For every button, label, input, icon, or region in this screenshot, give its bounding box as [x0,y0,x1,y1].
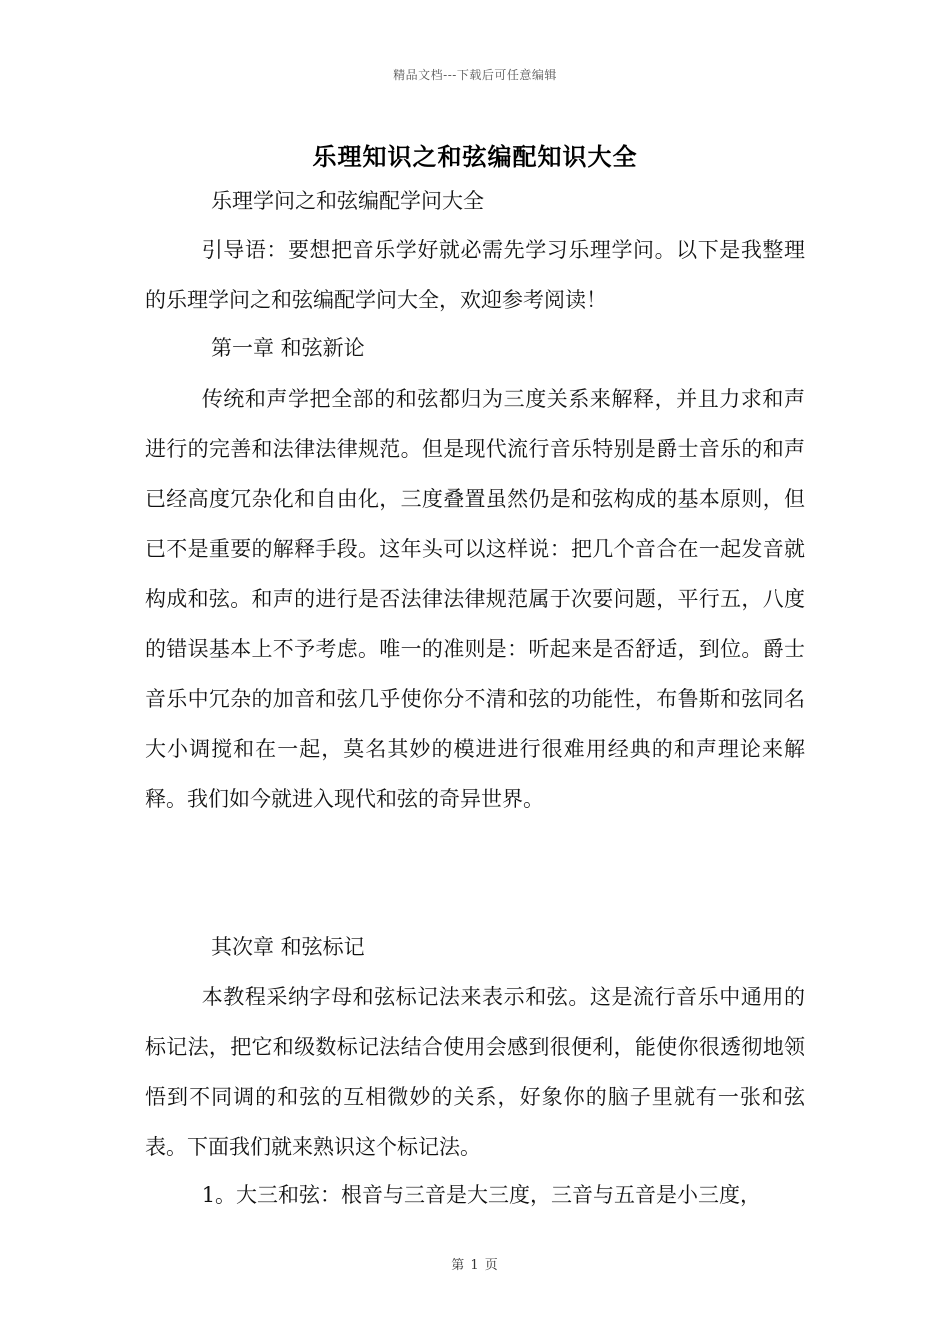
document-subtitle: 乐理学问之和弦编配学问大全 [211,189,484,213]
header-note: 精品文档---下载后可任意编辑 [393,68,557,82]
document-title: 乐理知识之和弦编配知识大全 [312,142,638,171]
chapter2-paragraph: 本教程采纳字母和弦标记法来表示和弦。这是流行音乐中通用的标记法，把它和级数标记法结合使用会感到很便利，能使你很透彻地领悟到不同调的和弦的互相微妙的关系，好象你的脑子里就有一张和弦表。下面我们就来熟识这个标记法。 [145,985,805,1159]
chapter2-item-1: 1。大三和弦：根音与三音是大三度，三音与五音是小三度， [201,1183,762,1207]
chapter1-paragraph: 传统和声学把全部的和弦都归为三度关系来解释，并且力求和声进行的完善和法律法律规范。但是现代流行音乐特别是爵士音乐的和声已经高度冗杂化和自由化，三度叠置虽然仍是和弦构成的基本原则，但已不是重要的解释手段。这年头可以这样说：把几个音合在一起发音就构成和弦。和声的进行是否法律法律规范属于次要问题，平行五，八度的错误基本上不予考虑。唯一的准则是：听起来是否舒适，到位。爵士音乐中冗杂的加音和弦几乎使你分不清和弦的功能性，布鲁斯和弦同名大小调搅和在一起，莫名其妙的模进进行很难用经典的和声理论来解释。我们如今就进入现代和弦的奇异世界。 [145,387,805,811]
intro-paragraph: 引导语：要想把音乐学好就必需先学习乐理学问。以下是我整理的乐理学问之和弦编配学问大全，欢迎参考阅读！ [145,238,805,312]
chapter2-heading: 其次章 和弦标记 [211,935,365,959]
chapter1-heading: 第一章 和弦新论 [211,336,365,360]
page-number: 第 1 页 [451,1258,499,1273]
